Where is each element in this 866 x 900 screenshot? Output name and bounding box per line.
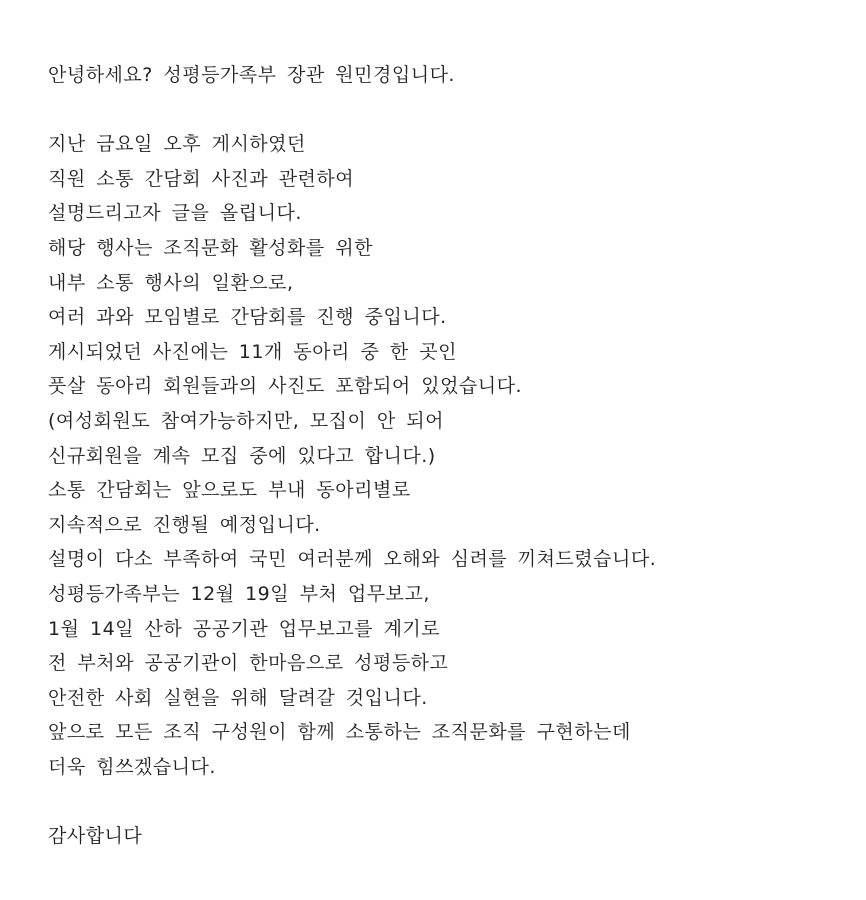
body-line: (여성회원도 참여가능하지만, 모집이 안 되어 xyxy=(48,409,444,432)
body-line: 설명이 다소 부족하여 국민 여러분께 오해와 심려를 끼쳐드렸습니다. xyxy=(48,548,657,571)
body-line: 신규회원을 계속 모집 중에 있다고 합니다.) xyxy=(48,444,436,467)
body-line: 설명드리고자 글을 올립니다. xyxy=(48,202,302,225)
body-line: 풋살 동아리 회원들과의 사진도 포함되어 있었습니다. xyxy=(48,375,523,398)
body-line: 여러 과와 모임별로 간담회를 진행 중입니다. xyxy=(48,306,447,329)
greeting-line: 안녕하세요? 성평등가족부 장관 원민경입니다. xyxy=(48,64,455,86)
body-line: 게시되었던 사진에는 11개 동아리 중 한 곳인 xyxy=(48,340,457,363)
body-line: 지속적으로 진행될 예정입니다. xyxy=(48,513,321,536)
body-line: 1월 14일 산하 공공기관 업무보고를 계기로 xyxy=(48,617,441,640)
closing-line: 감사합니다 xyxy=(48,825,143,848)
paragraph-spacer xyxy=(48,784,848,819)
body-line: 더욱 힘쓰겠습니다. xyxy=(48,755,216,778)
body-line: 성평등가족부는 12월 19일 부처 업무보고, xyxy=(48,582,430,605)
body-line: 내부 소통 행사의 일환으로, xyxy=(48,271,294,294)
body-line: 앞으로 모든 조직 구성원이 함께 소통하는 조직문화를 구현하는데 xyxy=(48,721,631,744)
body-line: 직원 소통 간담회 사진과 관련하여 xyxy=(48,167,355,190)
body-line: 소통 간담회는 앞으로도 부내 동아리별로 xyxy=(48,479,411,502)
body-line: 안전한 사회 실현을 위해 달려갈 것입니다. xyxy=(48,686,428,709)
body-line: 해당 행사는 조직문화 활성화를 위한 xyxy=(48,236,373,259)
paragraph-spacer xyxy=(48,93,848,128)
letter-document xyxy=(48,58,848,854)
body-line: 전 부처와 공공기관이 한마음으로 성평등하고 xyxy=(48,652,449,675)
letter-body xyxy=(48,127,848,784)
body-line: 지난 금요일 오후 게시하였던 xyxy=(48,133,306,156)
